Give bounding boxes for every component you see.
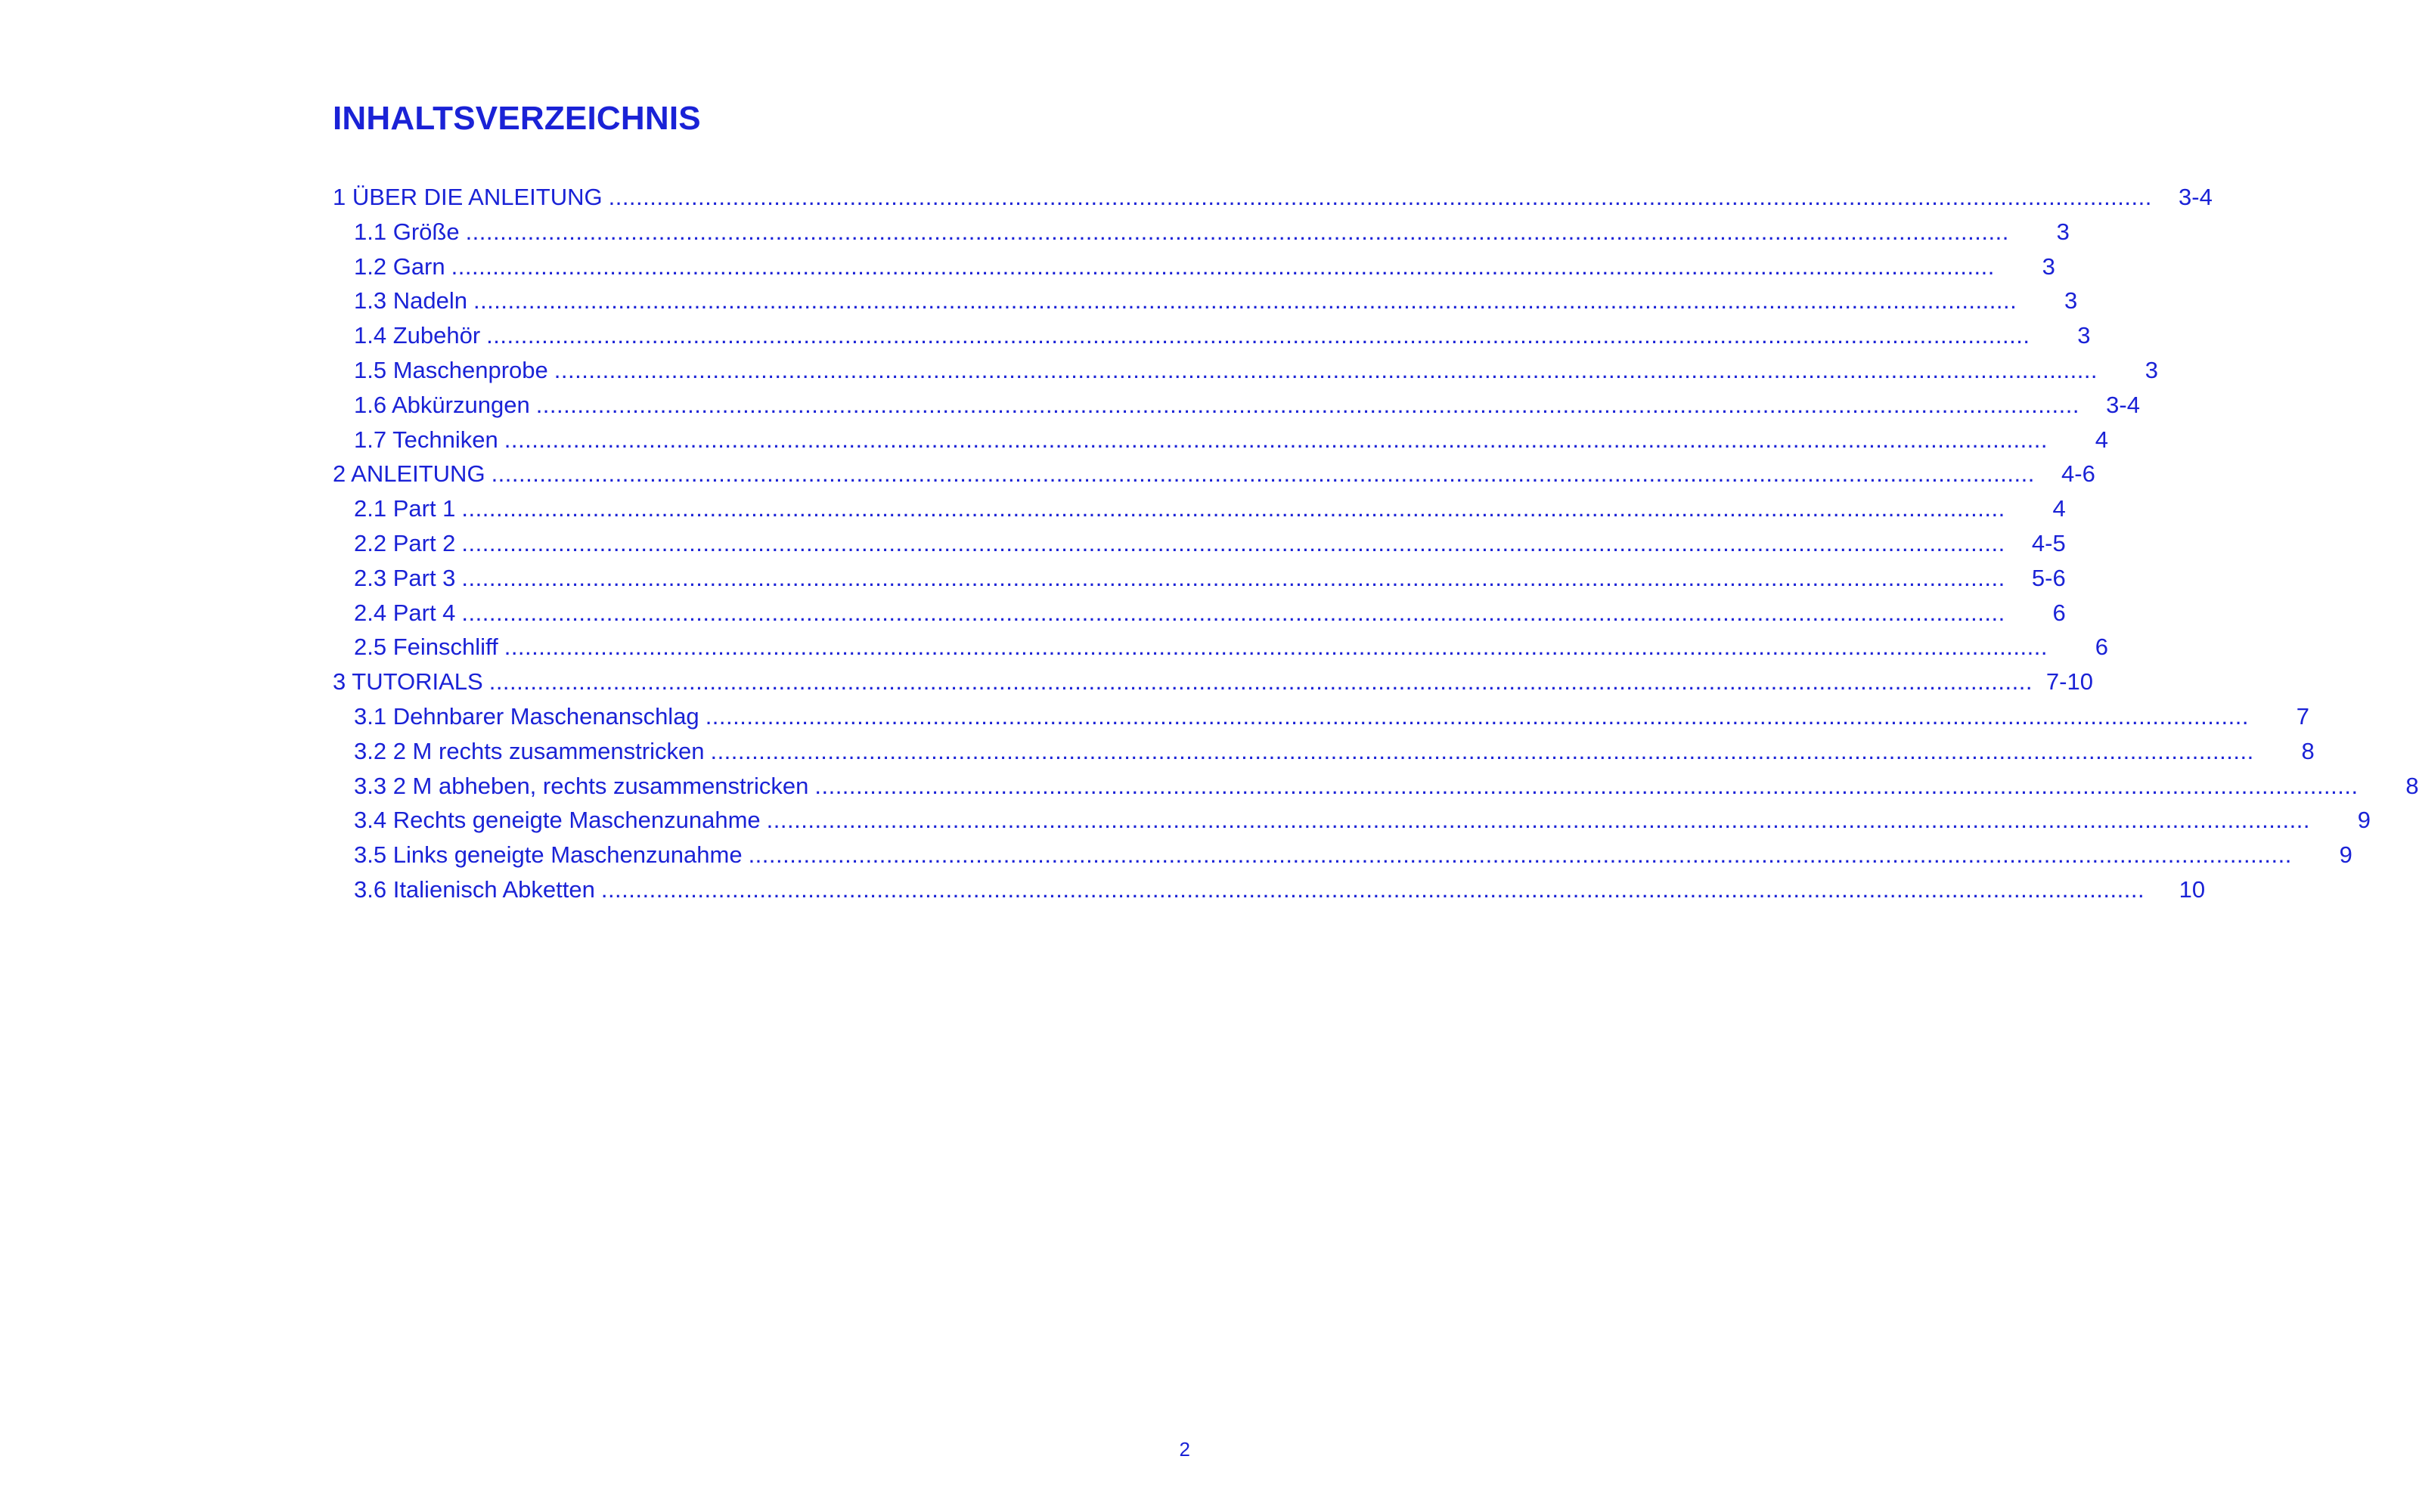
toc-page-number: 4-6 <box>2061 460 2095 488</box>
toc-page-number: 7 <box>2296 702 2309 730</box>
toc-dot-leader: ................................................................................................................................................................................................................................ <box>748 841 2292 869</box>
toc-dot-leader: ................................................................................................................................................................................................................................ <box>491 460 2035 488</box>
toc-dot-leader: ................................................................................................................................................................................................................................ <box>535 391 2079 418</box>
toc-page-number: 3-4 <box>2179 184 2213 210</box>
toc-entry-label: 3.1 Dehnbarer Maschenanschlag <box>354 702 699 730</box>
page-number: 2 <box>1179 1438 1190 1461</box>
toc-entry[interactable] <box>333 529 2066 565</box>
toc-entry[interactable] <box>333 737 2315 773</box>
toc-page-number: 3 <box>2056 218 2070 245</box>
toc-page-number: 3 <box>2145 356 2159 383</box>
toc-entry[interactable] <box>333 702 2309 738</box>
toc-entry-label: 2.2 Part 2 <box>354 529 456 556</box>
toc-entry-label: 2 ANLEITUNG <box>333 460 485 488</box>
toc-page-number: 7-10 <box>2045 668 2093 696</box>
toc-entry-label: 3.5 Links geneigte Maschenzunahme <box>354 841 743 869</box>
toc-page-number: 3 <box>2042 253 2055 280</box>
toc-entry[interactable] <box>333 599 2066 634</box>
toc-entry[interactable] <box>333 668 2093 703</box>
toc-entry-label: 1.5 Maschenprobe <box>354 356 548 383</box>
toc-entry-label: 3.2 2 M rechts zusammenstricken <box>354 737 705 764</box>
toc-dot-leader: ................................................................................................................................................................................................................................ <box>710 737 2254 764</box>
toc-page-number: 5-6 <box>2031 564 2066 591</box>
toc-page-number: 8 <box>2301 737 2315 764</box>
toc-page-number: 6 <box>2052 599 2066 626</box>
toc-entry-label: 3.4 Rechts geneigte Maschenzunahme <box>354 807 761 834</box>
toc-page-number: 3-4 <box>2106 391 2140 418</box>
toc-entry[interactable] <box>333 184 2213 218</box>
toc-entry-label: 1.1 Größe <box>354 218 460 245</box>
toc-entry[interactable] <box>333 287 2078 322</box>
toc-page-number: 4 <box>2095 426 2109 453</box>
toc-dot-leader: ................................................................................................................................................................................................................................ <box>504 426 2048 453</box>
toc-page-number: 9 <box>2357 807 2371 834</box>
toc-entry-label: 1.7 Techniken <box>354 426 498 453</box>
toc-dot-leader: ................................................................................................................................................................................................................................ <box>461 564 2005 591</box>
toc-entry-label: 3 TUTORIALS <box>333 668 483 696</box>
page-title: INHALTSVERZEICHNIS <box>333 100 701 137</box>
toc-dot-leader: ................................................................................................................................................................................................................................ <box>705 702 2249 730</box>
toc-entry-label: 2.1 Part 1 <box>354 495 456 522</box>
toc-entry-label: 1.4 Zubehör <box>354 322 481 349</box>
toc-dot-leader: ................................................................................................................................................................................................................................ <box>461 599 2005 626</box>
toc-entry-label: 3.6 Italienisch Abketten <box>354 875 595 903</box>
toc-dot-leader: ................................................................................................................................................................................................................................ <box>814 772 2359 799</box>
toc-dot-leader: ................................................................................................................................................................................................................................ <box>504 634 2048 661</box>
toc-dot-leader: ................................................................................................................................................................................................................................ <box>600 875 2145 903</box>
toc-dot-leader: ................................................................................................................................................................................................................................ <box>461 529 2005 556</box>
toc-page-number: 6 <box>2095 634 2108 661</box>
toc-entry-label: 2.5 Feinschliff <box>354 634 498 661</box>
toc-entry-label: 3.3 2 M abheben, rechts zusammenstricken <box>354 772 809 799</box>
toc-dot-leader: ................................................................................................................................................................................................................................ <box>473 287 2017 314</box>
toc-page-number: 4 <box>2052 495 2066 522</box>
toc-entry[interactable] <box>333 460 2095 495</box>
toc-page-number: 8 <box>2405 772 2419 799</box>
toc-entry[interactable] <box>333 253 2055 288</box>
toc-dot-leader: ................................................................................................................................................................................................................................ <box>554 356 2098 383</box>
toc-page-number: 4-5 <box>2031 529 2066 556</box>
toc-dot-leader: ................................................................................................................................................................................................................................ <box>766 807 2310 834</box>
toc-entry[interactable] <box>333 875 2206 911</box>
toc-entry[interactable] <box>333 564 2066 600</box>
toc-entry[interactable] <box>333 218 2070 253</box>
toc-entry[interactable] <box>333 391 2140 426</box>
toc-dot-leader: ................................................................................................................................................................................................................................ <box>608 184 2152 210</box>
toc-dot-leader: ................................................................................................................................................................................................................................ <box>451 253 1995 280</box>
toc-entry[interactable] <box>333 495 2066 530</box>
toc-entry-label: 1 ÜBER DIE ANLEITUNG <box>333 184 603 210</box>
toc-entry[interactable] <box>333 634 2108 668</box>
toc-entry[interactable] <box>333 426 2109 461</box>
toc-entry-label: 1.2 Garn <box>354 253 445 280</box>
toc-entry-label: 1.6 Abkürzungen <box>354 391 530 418</box>
toc-entry[interactable] <box>333 356 2159 392</box>
toc-page-number: 3 <box>2077 322 2091 349</box>
table-of-contents <box>333 184 2419 911</box>
toc-entry-label: 2.3 Part 3 <box>354 564 456 591</box>
toc-entry[interactable] <box>333 322 2091 357</box>
toc-entry[interactable] <box>333 841 2352 876</box>
toc-entry[interactable] <box>333 807 2371 841</box>
toc-page-number: 9 <box>2339 841 2352 869</box>
toc-entry[interactable] <box>333 772 2419 807</box>
toc-page-number: 10 <box>2179 875 2206 903</box>
toc-dot-leader: ................................................................................................................................................................................................................................ <box>486 322 2030 349</box>
toc-dot-leader: ................................................................................................................................................................................................................................ <box>465 218 2009 245</box>
toc-dot-leader: ................................................................................................................................................................................................................................ <box>461 495 2005 522</box>
toc-entry-label: 1.3 Nadeln <box>354 287 467 314</box>
toc-entry-label: 2.4 Part 4 <box>354 599 456 626</box>
toc-dot-leader: ................................................................................................................................................................................................................................ <box>488 668 2033 696</box>
toc-page-number: 3 <box>2064 287 2078 314</box>
